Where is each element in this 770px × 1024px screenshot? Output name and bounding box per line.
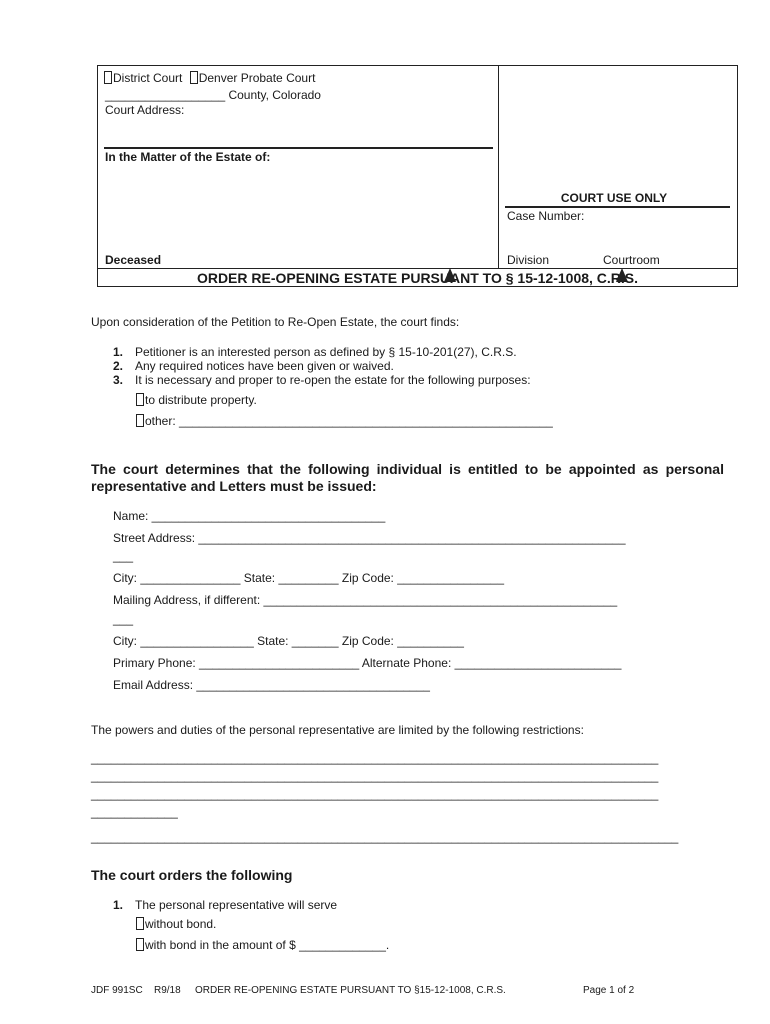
purpose-distribute-row bbox=[136, 393, 257, 407]
name-field[interactable]: Name: ___________________________________ bbox=[113, 509, 386, 523]
court-address-label: Court Address: bbox=[105, 103, 185, 117]
finding-item bbox=[113, 359, 394, 373]
appointment-heading-line-2: representative and Letters must be issued: bbox=[91, 478, 377, 494]
finding-text: Petitioner is an interested person as defined by § 15-10-201(27), C.R.S. bbox=[135, 345, 517, 359]
findings-intro: Upon consideration of the Petition to Re-Open Estate, the court finds: bbox=[91, 315, 460, 329]
email-field[interactable]: Email Address: ___________________________________ bbox=[113, 678, 430, 692]
without-bond-row bbox=[136, 917, 216, 931]
restriction-line[interactable]: _____________________________________________________________________________________ bbox=[91, 769, 659, 783]
caption-divider bbox=[104, 147, 493, 149]
order-item bbox=[113, 898, 337, 912]
restriction-line[interactable]: _____________________________________________________________________________________ bbox=[91, 787, 659, 801]
denver-probate-court-label: Denver Probate Court bbox=[198, 71, 316, 85]
street-address-continuation[interactable]: ___ bbox=[113, 549, 134, 563]
courtroom-label: Courtroom bbox=[603, 253, 660, 267]
finding-item bbox=[113, 345, 517, 359]
restriction-line[interactable]: ________________________________________________________________________________________ bbox=[91, 830, 679, 844]
other-purpose-checkbox[interactable] bbox=[136, 414, 144, 427]
with-bond-checkbox[interactable] bbox=[136, 938, 144, 951]
deceased-label: Deceased bbox=[105, 253, 162, 267]
restrictions-intro: The powers and duties of the personal representative are limited by the following restrictions: bbox=[91, 723, 584, 737]
court-use-only-label: COURT USE ONLY bbox=[560, 191, 668, 205]
division-label: Division bbox=[507, 253, 550, 267]
orders-heading: The court orders the following bbox=[91, 867, 293, 883]
finding-number: 2. bbox=[113, 359, 124, 373]
page-title: ORDER RE-OPENING ESTATE PURSUANT TO § 15-12-1008, C.R.S. bbox=[196, 270, 639, 286]
street-address-field[interactable]: Street Address: ________________________________________________________________ bbox=[113, 531, 626, 545]
finding-text: Any required notices have been given or waived. bbox=[135, 359, 394, 373]
mailing-address-continuation[interactable]: ___ bbox=[113, 612, 134, 626]
finding-number: 1. bbox=[113, 345, 124, 359]
finding-number: 3. bbox=[113, 373, 124, 387]
mailing-city-state-zip-field[interactable]: City: _________________ State: _______ Zip Code: __________ bbox=[113, 634, 464, 648]
case-number-label: Case Number: bbox=[507, 209, 585, 223]
distribute-property-checkbox[interactable] bbox=[136, 393, 144, 406]
order-text: The personal representative will serve bbox=[135, 898, 338, 912]
field-marker-icon bbox=[616, 268, 628, 282]
footer-revision: R9/18 bbox=[154, 985, 181, 996]
finding-text: It is necessary and proper to re-open the estate for the following purposes: bbox=[135, 373, 531, 387]
field-marker-icon bbox=[444, 268, 456, 282]
city-state-zip-field[interactable]: City: _______________ State: _________ Zip Code: ________________ bbox=[113, 571, 505, 585]
with-bond-field[interactable]: with bond in the amount of $ _____________. bbox=[145, 938, 390, 952]
purpose-other-row bbox=[136, 414, 553, 428]
distribute-property-label: to distribute property. bbox=[145, 393, 257, 407]
denver-probate-court-checkbox[interactable] bbox=[190, 71, 198, 84]
district-court-checkbox[interactable] bbox=[104, 71, 112, 84]
court-type-row bbox=[104, 71, 315, 85]
caption-right-box bbox=[498, 65, 738, 269]
order-number: 1. bbox=[113, 898, 124, 912]
district-court-label: District Court bbox=[113, 71, 183, 85]
footer-form-title: ORDER RE-OPENING ESTATE PURSUANT TO §15-12-1008, C.R.S. bbox=[195, 985, 506, 996]
without-bond-label: without bond. bbox=[145, 917, 217, 931]
footer-page-number: Page 1 of 2 bbox=[583, 985, 635, 996]
mailing-address-field[interactable]: Mailing Address, if different: _____________________________________________________ bbox=[113, 593, 618, 607]
matter-label: In the Matter of the Estate of: bbox=[105, 150, 271, 164]
county-line: __________________ County, Colorado bbox=[105, 88, 321, 102]
footer-form-id: JDF 991SC bbox=[91, 985, 143, 996]
without-bond-checkbox[interactable] bbox=[136, 917, 144, 930]
restriction-line[interactable]: _____________________________________________________________________________________ bbox=[91, 751, 659, 765]
restriction-line[interactable]: _____________ bbox=[91, 805, 178, 819]
other-purpose-field[interactable]: other: ________________________________________________________ bbox=[145, 414, 553, 428]
appointment-heading-line-1: The court determines that the following individual is entitled to be appointed as personal bbox=[91, 461, 724, 477]
phone-fields[interactable]: Primary Phone: ________________________ Alternate Phone: _________________________ bbox=[113, 656, 622, 670]
court-use-divider bbox=[505, 206, 730, 208]
with-bond-row bbox=[136, 938, 389, 952]
finding-item bbox=[113, 373, 531, 387]
